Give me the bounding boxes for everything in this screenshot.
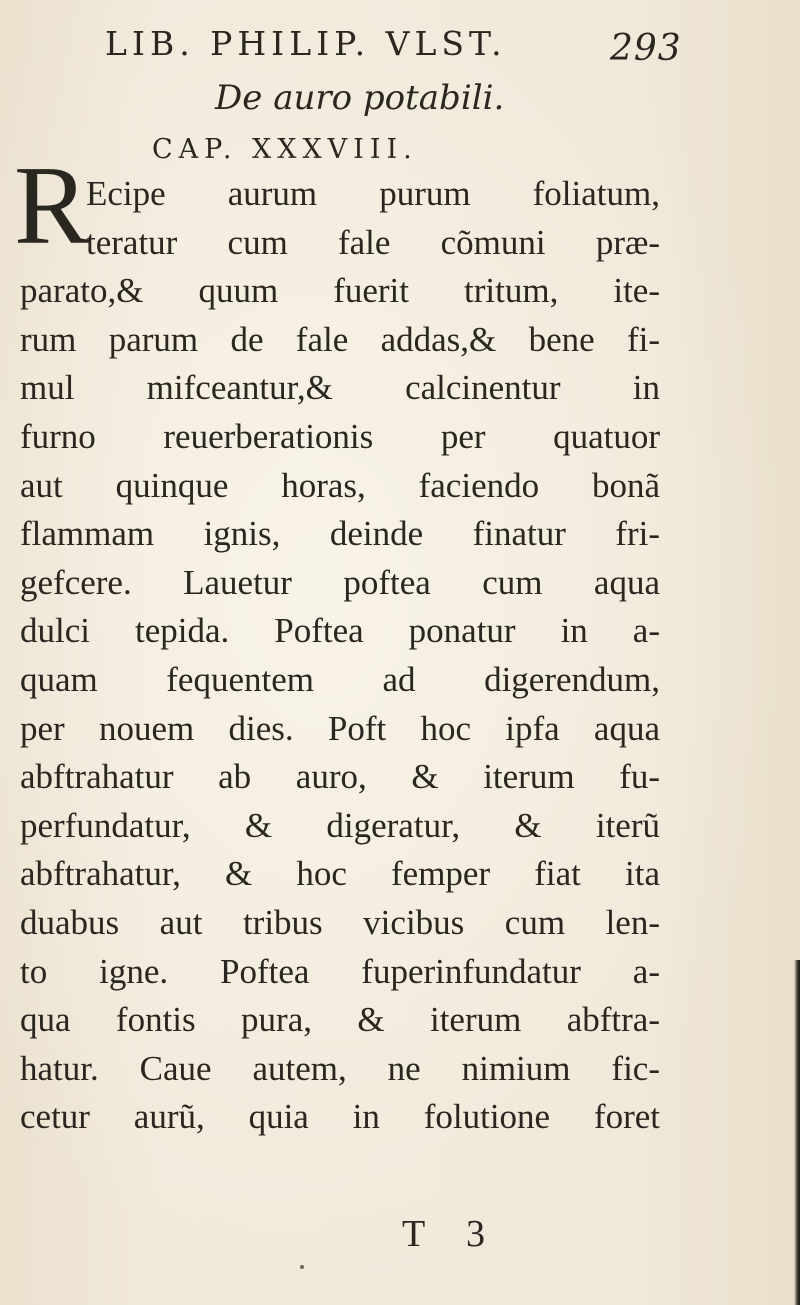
text-line: hatur. Caue autem, ne nimium fic- bbox=[20, 1048, 660, 1088]
text-line: duabus aut tribus vicibus cum len- bbox=[20, 902, 660, 942]
chapter-title: De auro potabili. bbox=[215, 78, 505, 118]
drop-cap: R bbox=[14, 144, 89, 268]
text-line: furno reuerberationis per quatuor bbox=[20, 416, 660, 456]
text-line: abftrahatur, & hoc femper fiat ita bbox=[20, 854, 660, 894]
chapter-number: CAP. XXXVIII. bbox=[152, 134, 418, 165]
text-line: per nouem dies. Poft hoc ipfa aqua bbox=[20, 708, 660, 748]
text-line: flammam ignis, deinde finatur fri- bbox=[20, 514, 660, 554]
text-line: qua fontis pura, & iterum abftra- bbox=[20, 1000, 660, 1040]
text-line: quam fequentem ad digerendum, bbox=[20, 659, 660, 699]
text-line: parato,& quum fuerit tritum, ite- bbox=[20, 271, 660, 311]
signature-mark: T 3 bbox=[402, 1213, 502, 1255]
text-line: dulci tepida. Poftea ponatur in a- bbox=[20, 611, 660, 651]
text-line: gefcere. Lauetur poftea cum aqua bbox=[20, 562, 660, 602]
page-edge-shadow bbox=[794, 960, 800, 1305]
text-line: abftrahatur ab auro, & iterum fu- bbox=[20, 757, 660, 797]
ink-speck bbox=[300, 1265, 304, 1269]
page-number: 293 bbox=[610, 28, 682, 69]
text-line: teratur cum fale cõmuni præ- bbox=[86, 222, 660, 262]
running-head: LIB. PHILIP. VLST. bbox=[105, 24, 507, 63]
text-line: aut quinque horas, faciendo bonã bbox=[20, 465, 660, 505]
text-line: Ecipe aurum purum foliatum, bbox=[86, 174, 660, 213]
text-line: to igne. Poftea fuperinfundatur a- bbox=[20, 951, 660, 991]
text-line: rum parum de fale addas,& bene fi- bbox=[20, 319, 660, 359]
body-text bbox=[20, 170, 660, 1142]
text-line: perfundatur, & digeratur, & iterũ bbox=[20, 805, 660, 845]
text-line: mul mifceantur,& calcinentur in bbox=[20, 368, 660, 408]
text-line: cetur aurũ, quia in folutione foret bbox=[20, 1097, 660, 1137]
